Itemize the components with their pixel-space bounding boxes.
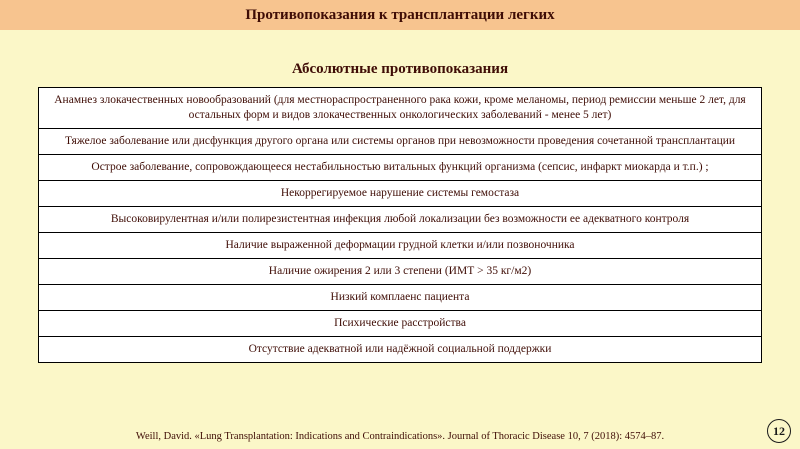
table-row: Некоррегируемое нарушение системы гемостаза	[39, 181, 761, 207]
table-row: Тяжелое заболевание или дисфункция другого органа или системы органов при невозможности проведения сочетанной трансплантации	[39, 129, 761, 155]
footer-citation: Weill, David. «Lung Transplantation: Indications and Contraindications». Journal of Thoracic Disease 10, 7 (2018): 4574–87.	[135, 431, 665, 442]
slide-title: Противопоказания к трансплантации легких	[245, 6, 555, 23]
table-row: Отсутствие адекватной или надёжной социальной поддержки	[248, 343, 552, 356]
table-row: Наличие выраженной деформации грудной клетки и/или позвоночника	[39, 233, 761, 259]
table-row: Острое заболевание, сопровождающееся нестабильностью витальных функций организма (сепсис, инфаркт миокарда и т.п.) ;	[39, 155, 761, 181]
table-row: Анамнез злокачественных новообразований (для местнораспространенного рака кожи, кроме меланомы, период ремиссии меньше 2 лет, для остальных форм и видов злокачественных онкологических заболеваний - менее 5 лет)	[39, 88, 761, 129]
page-number-badge: 12	[767, 419, 791, 443]
slide-subtitle: Абсолютные противопоказания	[291, 61, 509, 77]
table-row: Психические расстройства	[39, 311, 761, 337]
table-row: Низкий комплаенс пациента	[39, 285, 761, 311]
contraindications-table	[38, 87, 762, 363]
slide-header-band	[0, 0, 800, 30]
table-row: Наличие ожирения 2 или 3 степени (ИМТ > 35 кг/м2)	[39, 259, 761, 285]
table-row: Высоковирулентная и/или полирезистентная инфекция любой локализации без возможности ее адекватного контроля	[39, 207, 761, 233]
